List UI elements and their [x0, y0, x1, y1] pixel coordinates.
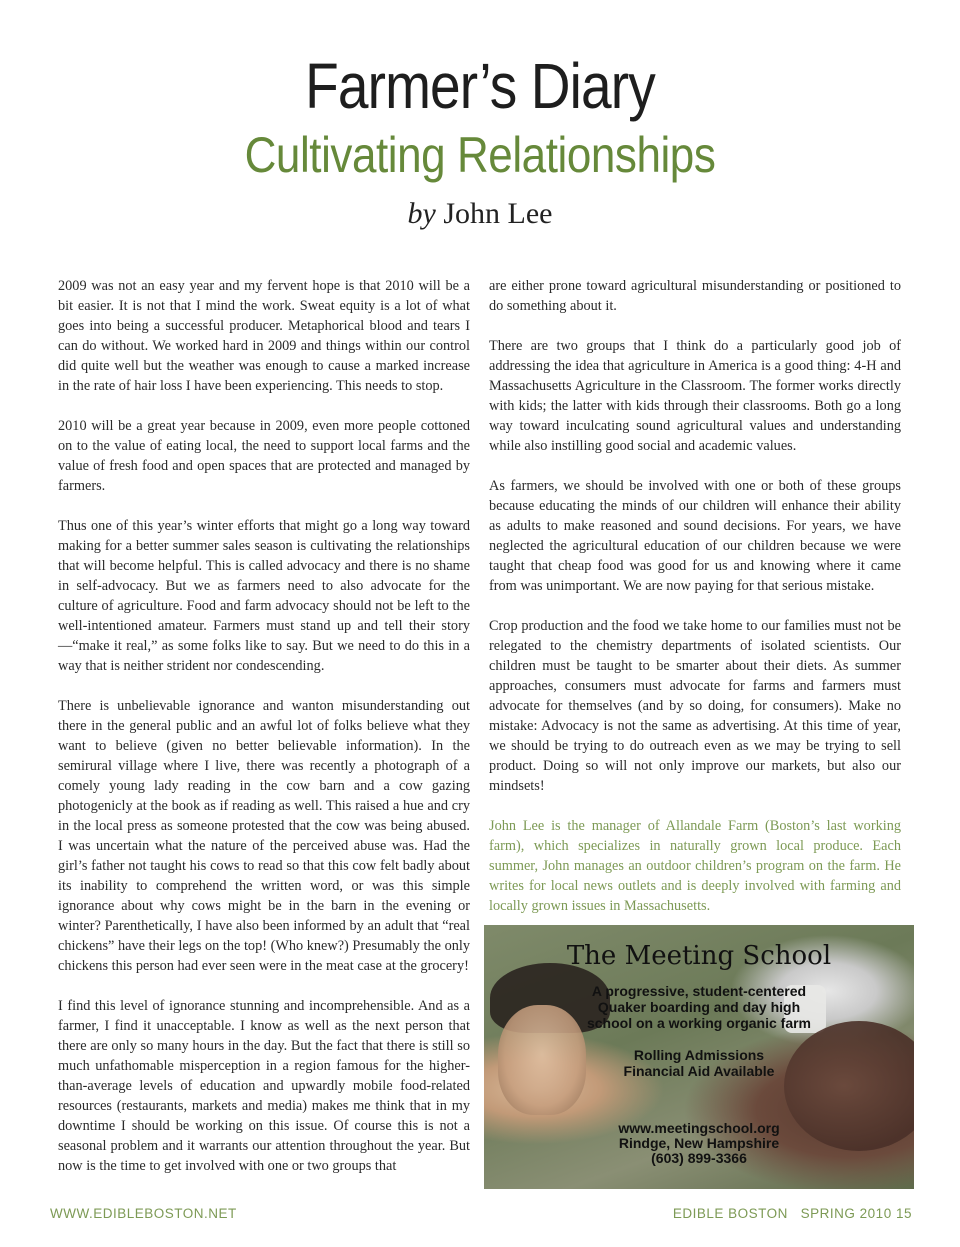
paragraph: Crop production and the food we take home to our families must not be relegated to the chemistry departments of isolated scientists. Our children must be taught to be smarter about their diets. As summer approaches, consumers must advocate for farms and farmers must advocate for themselves (and by so doing, for consumers). Make no mistake: Advocacy is not the same as advertising. At this time of year, we should be trying to do outreach even as we may be trying to sell product. Doing so will not only improve our markets, but also our mindsets!	[489, 618, 901, 794]
paragraph: 2009 was not an easy year and my fervent hope is that 2010 will be a bit easier. It is not that I mind the work. Sweat equity is a lot of what goes into being a successful producer. Metaphorical blood and tears I can do without. We worked hard in 2009 and things within our control did quite well but the weather was enough to cause a marked increase in the rate of hair loss I have been experiencing. This needs to stop.	[58, 278, 470, 394]
page-title: Farmer’s Diary	[305, 50, 655, 122]
byline-prefix: by	[407, 197, 436, 230]
ad-phone: (603) 899-3366	[651, 1150, 747, 1166]
meeting-school-advertisement[interactable]	[484, 925, 914, 1189]
footer-issue: SPRING 2010	[800, 1206, 892, 1221]
footer-page-number: 15	[895, 1206, 912, 1221]
byline-author: John Lee	[443, 197, 553, 230]
paragraph: are either prone toward agricultural misunderstanding or positioned to do something about it.	[489, 278, 901, 314]
paragraph: There is unbelievable ignorance and wanton misunderstanding out there in the general public and an awful lot of folks believe what they want to believe (given no better believable information). In the semirural village where I live, there was recently a photograph of a comely young lady reading in the cow barn and a cow gazing photogenicly at the book as if reading as well. This raised a hue and cry in the local press as someone protested that the cow was being abused. I was uncertain what the nature of the perceived abuse was. Had the girl’s father not taught his cows to read so that this cow felt badly about its inability to comprehend the written word, or was this simple ignorance about why cows might be in the barn in the evening or winter? Parenthetically, I have also been informed by an adult that “real chickens” have their legs on the top! (Who knew?) Presumably the only chickens this person had ever seen were in the meat case at the grocery!	[58, 698, 470, 974]
ad-tagline-line: A progressive, student-centered	[591, 983, 807, 999]
paragraph: There are two groups that I think do a particularly good job of addressing the idea that agriculture in America is a good thing: 4-H and Massachusetts Agriculture in the Classroom. The former works directly with kids; the latter with kids through their classrooms. Both go a long way toward inculcating sound agricultural values and understanding while also instilling good social and academic values.	[489, 338, 901, 454]
ad-admissions-line: Financial Aid Available	[623, 1063, 775, 1079]
ad-tagline-line: school on a working organic farm	[586, 1015, 812, 1031]
ad-school-name: The Meeting School	[566, 941, 832, 971]
paragraph: Thus one of this year’s winter efforts that might go a long way toward making for a better summer sales season is cultivating the relationships that will become helpful. This is called advocacy and there is no shame in self-advocacy. But we as farmers need to also advocate for the culture of agriculture. Food and farm advocacy should not be left to the well-intentioned amateur. Farmers must stand up and tell their story—“make it real,” as some folks like to say. But we need to do this in a way that is neither strident nor condescending.	[58, 518, 470, 674]
ad-admissions-line: Rolling Admissions	[633, 1047, 765, 1063]
ad-website-link[interactable]: www.meetingschool.org	[618, 1120, 780, 1136]
article-right-column	[489, 276, 901, 936]
ad-contact	[484, 1121, 914, 1166]
footer-publication: EDIBLE BOSTON	[672, 1206, 788, 1221]
masthead	[0, 48, 960, 234]
byline	[0, 194, 960, 234]
ad-tagline-line: Quaker boarding and day high	[597, 999, 801, 1015]
footer-folio	[673, 1206, 912, 1221]
paragraph: 2010 will be a great year because in 2009, even more people cottoned on to the value of eating local, the need to support local farms and the value of fresh food and open spaces that are protected and managed by farmers.	[58, 418, 470, 494]
ad-admissions	[484, 1047, 914, 1079]
ad-tagline	[484, 983, 914, 1031]
paragraph: I find this level of ignorance stunning and incomprehensible. And as a farmer, I find it unacceptable. I know as well as the next person that there are only so many hours in the day. But the fact that there is still so much unfathomable misperception in a region famous for the higher-than-average levels of education and upwardly mobile food-related resources (restaurants, markets and media) makes me think that in my downtime I should be working on this issue. Of course this is not a seasonal problem and it warrants our attention throughout the year. But now is the time to get involved with one or two groups that	[58, 998, 470, 1174]
page-subtitle: Cultivating Relationships	[244, 127, 716, 183]
author-bio: John Lee is the manager of Allandale Farm (Boston’s last working farm), which specializes in naturally grown local produce. Each summer, John manages an outdoor children’s program on the farm. He writes for local news outlets and is deeply involved with farming and locally grown issues in Massachusetts.	[489, 818, 901, 914]
paragraph: As farmers, we should be involved with one or both of these groups because educating the minds of our children will enhance their ability as adults to make reasoned and sound decisions. For years, we have neglected the agricultural education of our children because we were taught that cheap food was good for us and knowing where it came from was unimportant. We are now paying for that serious mistake.	[489, 478, 901, 594]
footer-website-link[interactable]: WWW.EDIBLEBOSTON.NET	[50, 1206, 237, 1221]
ad-location: Rindge, New Hampshire	[618, 1135, 780, 1151]
article-left-column	[58, 276, 470, 1196]
